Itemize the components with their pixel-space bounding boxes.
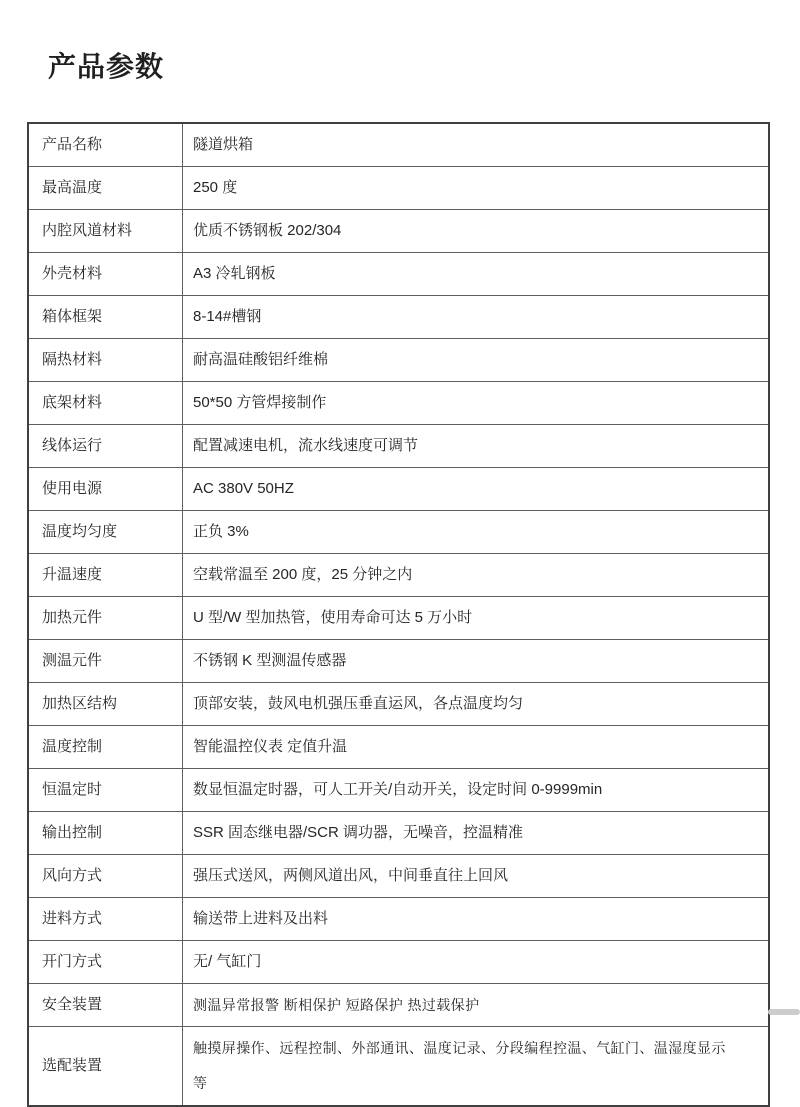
param-value: 空载常温至 200 度，25 分钟之内 bbox=[183, 554, 770, 597]
param-label: 产品名称 bbox=[28, 123, 183, 167]
table-row bbox=[28, 468, 769, 511]
table-row bbox=[28, 984, 769, 1027]
param-value: 50*50 方管焊接制作 bbox=[183, 382, 770, 425]
param-value: 不锈钢 K 型测温传感器 bbox=[183, 640, 770, 683]
table-row bbox=[28, 554, 769, 597]
param-value: 顶部安装，鼓风电机强压垂直运风，各点温度均匀 bbox=[183, 683, 770, 726]
table-row bbox=[28, 339, 769, 382]
param-label: 内腔风道材料 bbox=[28, 210, 183, 253]
param-value: 8-14#槽钢 bbox=[183, 296, 770, 339]
parameters-table bbox=[27, 122, 770, 1107]
param-value: 优质不锈钢板 202/304 bbox=[183, 210, 770, 253]
table-row bbox=[28, 123, 769, 167]
table-row bbox=[28, 683, 769, 726]
param-label: 风向方式 bbox=[28, 855, 183, 898]
table-row bbox=[28, 769, 769, 812]
param-label: 隔热材料 bbox=[28, 339, 183, 382]
param-value: 无/ 气缸门 bbox=[183, 941, 770, 984]
table-row bbox=[28, 898, 769, 941]
table-row bbox=[28, 855, 769, 898]
parameters-table-body bbox=[28, 123, 769, 1106]
param-value: U 型/W 型加热管，使用寿命可达 5 万小时 bbox=[183, 597, 770, 640]
param-label: 测温元件 bbox=[28, 640, 183, 683]
param-label: 最高温度 bbox=[28, 167, 183, 210]
table-row bbox=[28, 382, 769, 425]
param-value: SSR 固态继电器/SCR 调功器，无噪音，控温精准 bbox=[183, 812, 770, 855]
param-label: 温度控制 bbox=[28, 726, 183, 769]
param-value: 测温异常报警 断相保护 短路保护 热过载保护 bbox=[183, 984, 770, 1027]
param-value: 正负 3% bbox=[183, 511, 770, 554]
param-label: 开门方式 bbox=[28, 941, 183, 984]
table-row bbox=[28, 812, 769, 855]
param-value: A3 冷轧钢板 bbox=[183, 253, 770, 296]
scrollbar-thumb[interactable] bbox=[768, 1009, 800, 1015]
table-row bbox=[28, 1027, 769, 1107]
table-row bbox=[28, 726, 769, 769]
param-label: 选配装置 bbox=[28, 1027, 183, 1107]
table-row bbox=[28, 167, 769, 210]
param-label: 进料方式 bbox=[28, 898, 183, 941]
param-label: 加热元件 bbox=[28, 597, 183, 640]
table-row bbox=[28, 511, 769, 554]
param-label: 输出控制 bbox=[28, 812, 183, 855]
param-label: 箱体框架 bbox=[28, 296, 183, 339]
param-value: 250 度 bbox=[183, 167, 770, 210]
table-row bbox=[28, 597, 769, 640]
param-value: 隧道烘箱 bbox=[183, 123, 770, 167]
table-row bbox=[28, 210, 769, 253]
param-value: 输送带上进料及出料 bbox=[183, 898, 770, 941]
param-value: 智能温控仪表 定值升温 bbox=[183, 726, 770, 769]
param-value: 耐高温硅酸铝纤维棉 bbox=[183, 339, 770, 382]
param-label: 外壳材料 bbox=[28, 253, 183, 296]
table-row bbox=[28, 640, 769, 683]
param-label: 恒温定时 bbox=[28, 769, 183, 812]
param-label: 底架材料 bbox=[28, 382, 183, 425]
param-label: 温度均匀度 bbox=[28, 511, 183, 554]
param-value: 配置减速电机，流水线速度可调节 bbox=[183, 425, 770, 468]
param-label: 升温速度 bbox=[28, 554, 183, 597]
param-value: 触摸屏操作、远程控制、外部通讯、温度记录、分段编程控温、气缸门、温湿度显示 等 bbox=[183, 1027, 770, 1107]
table-row bbox=[28, 941, 769, 984]
table-row bbox=[28, 425, 769, 468]
param-label: 使用电源 bbox=[28, 468, 183, 511]
param-value: 强压式送风，两侧风道出风，中间垂直往上回风 bbox=[183, 855, 770, 898]
param-label: 加热区结构 bbox=[28, 683, 183, 726]
table-row bbox=[28, 296, 769, 339]
param-label: 线体运行 bbox=[28, 425, 183, 468]
table-row bbox=[28, 253, 769, 296]
param-value: AC 380V 50HZ bbox=[183, 468, 770, 511]
param-label: 安全装置 bbox=[28, 984, 183, 1027]
param-value: 数显恒温定时器，可人工开关/自动开关，设定时间 0-9999min bbox=[183, 769, 770, 812]
page-title: 产品参数 bbox=[48, 51, 165, 82]
